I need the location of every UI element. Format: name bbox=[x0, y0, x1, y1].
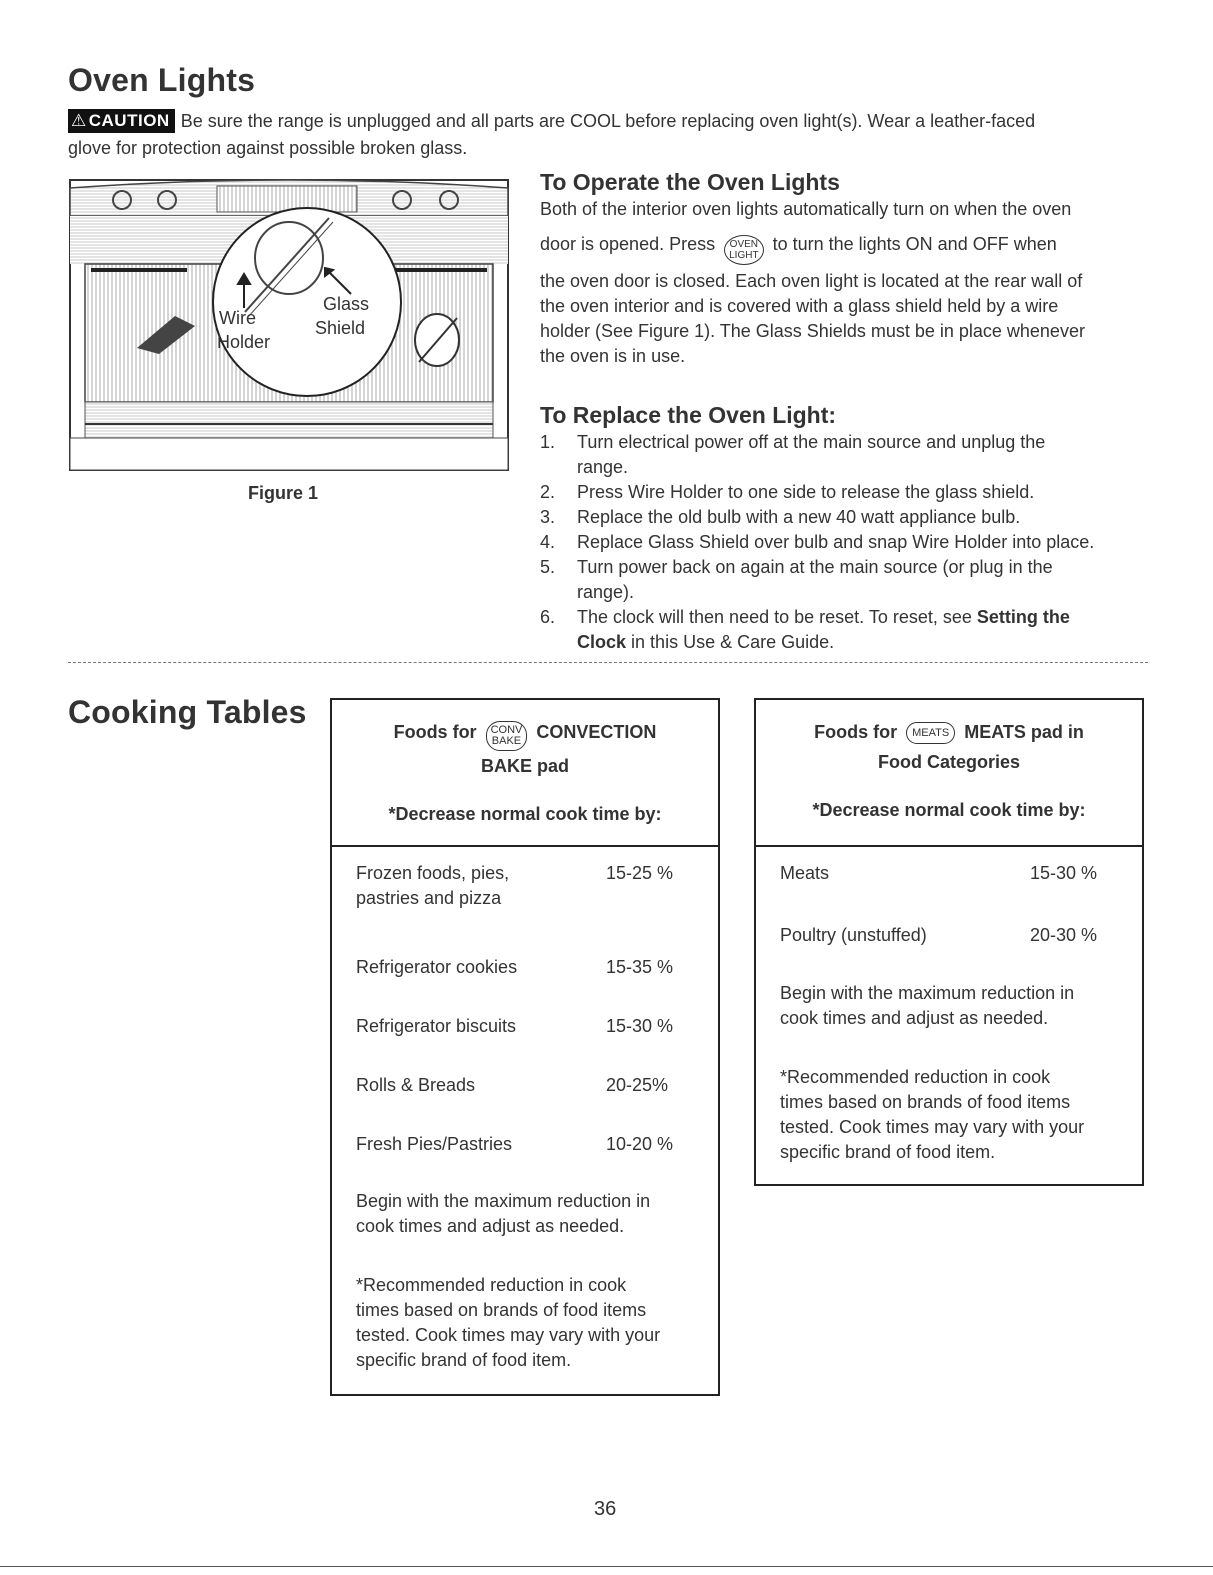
operate-paragraph: Both of the interior oven lights automatically turn on when the oven door is opened. Press OVEN LIGHT to turn the lights ON and OFF when the oven door is closed. Each oven light is located at the rear wall of the oven interior and is covered with a glass shield held by a wire holder (See Figure 1). The Glass Shields must be in place whenever the oven is in use. bbox=[540, 199, 1085, 366]
food-name: Refrigerator biscuits bbox=[356, 1016, 517, 1036]
convection-bake-table bbox=[330, 698, 720, 1396]
table-row bbox=[780, 923, 1120, 948]
page-bottom-rule bbox=[0, 1566, 1213, 1567]
reduction-percent: 20-30 % bbox=[1030, 925, 1098, 945]
section-title-oven-lights: Oven Lights bbox=[68, 62, 256, 98]
convection-header-rule bbox=[332, 845, 718, 847]
meats-pad-icon: MEATS bbox=[906, 722, 955, 744]
section-divider bbox=[68, 662, 1148, 663]
convection-note-1: Begin with the maximum reduction in cook times and adjust as needed. bbox=[356, 1191, 651, 1236]
caution-paragraph bbox=[68, 109, 1158, 134]
food-name-continued: pastries and pizza bbox=[356, 888, 502, 908]
section-title-cooking-tables: Cooking Tables bbox=[68, 694, 307, 730]
replace-steps bbox=[540, 430, 1160, 655]
wire-holder-label: Wire Holder bbox=[217, 308, 271, 352]
page-number: 36 bbox=[594, 1498, 617, 1520]
table-row bbox=[356, 955, 696, 980]
replace-step-2: 2. Press Wire Holder to one side to release the glass shield. bbox=[540, 482, 1035, 502]
convection-note-2: *Recommended reduction in cook times based on brands of food items tested. Cook times may vary with your specific brand of food item. bbox=[356, 1275, 661, 1370]
figure-caption: Figure 1 bbox=[248, 483, 319, 503]
meats-note-2: *Recommended reduction in cook times based on brands of food items tested. Cook times may vary with your specific brand of food item. bbox=[780, 1067, 1085, 1162]
warning-triangle-icon: ⚠ bbox=[71, 111, 87, 130]
conv-bake-pad-icon: CONV BAKE bbox=[486, 721, 528, 751]
oven-light-pad-icon: OVEN LIGHT bbox=[724, 235, 763, 265]
replace-step-6: 6. The clock will then need to be reset. To reset, see Setting the Clock in this Use & Care Guide. bbox=[540, 607, 1070, 652]
meats-note-1: Begin with the maximum reduction in cook times and adjust as needed. bbox=[780, 983, 1075, 1028]
oven-illustration bbox=[67, 178, 511, 472]
food-name: Refrigerator cookies bbox=[356, 957, 518, 977]
table-row bbox=[356, 861, 696, 911]
table-row bbox=[780, 861, 1120, 886]
caution-text: Be sure the range is unplugged and all parts are COOL before replacing oven light(s). Wear a leather-faced bbox=[180, 111, 1036, 131]
replace-step-5: 5. Turn power back on again at the main source (or plug in the range). bbox=[540, 557, 1053, 602]
food-name: Frozen foods, pies, bbox=[356, 863, 510, 883]
caution-badge bbox=[68, 109, 175, 133]
table-row bbox=[356, 1073, 696, 1098]
caution-text-continued: glove for protection against possible broken glass. bbox=[68, 138, 468, 158]
oven-figure bbox=[67, 178, 511, 472]
reduction-percent: 20-25% bbox=[606, 1075, 669, 1095]
glass-shield-label: Glass Shield bbox=[315, 294, 370, 338]
food-name: Meats bbox=[780, 863, 830, 883]
convection-table-header: Foods for CONV BAKE CONVECTION BAKE pad *Decrease normal cook time by: bbox=[388, 722, 662, 824]
replace-heading: To Replace the Oven Light: bbox=[540, 402, 837, 428]
replace-step-4: 4. Replace Glass Shield over bulb and snap Wire Holder into place. bbox=[540, 532, 1095, 552]
meats-table bbox=[754, 698, 1144, 1186]
food-name: Rolls & Breads bbox=[356, 1075, 476, 1095]
meats-table-header: Foods for MEATS MEATS pad in Food Categories *Decrease normal cook time by: bbox=[812, 722, 1086, 820]
reduction-percent: 15-30 % bbox=[606, 1016, 674, 1036]
reduction-percent: 10-20 % bbox=[606, 1134, 674, 1154]
caution-label: CAUTION bbox=[88, 111, 170, 130]
operate-heading: To Operate the Oven Lights bbox=[540, 169, 840, 195]
table-row bbox=[356, 1014, 696, 1039]
food-name: Fresh Pies/Pastries bbox=[356, 1134, 513, 1154]
reduction-percent: 15-35 % bbox=[606, 957, 674, 977]
replace-step-1: 1. Turn electrical power off at the main source and unplug the range. bbox=[540, 432, 1046, 477]
replace-step-3: 3. Replace the old bulb with a new 40 watt appliance bulb. bbox=[540, 507, 1021, 527]
table-row bbox=[356, 1132, 696, 1157]
meats-header-rule bbox=[756, 845, 1142, 847]
reduction-percent: 15-30 % bbox=[1030, 863, 1098, 883]
reduction-percent: 15-25 % bbox=[606, 863, 674, 883]
food-name: Poultry (unstuffed) bbox=[780, 925, 927, 945]
